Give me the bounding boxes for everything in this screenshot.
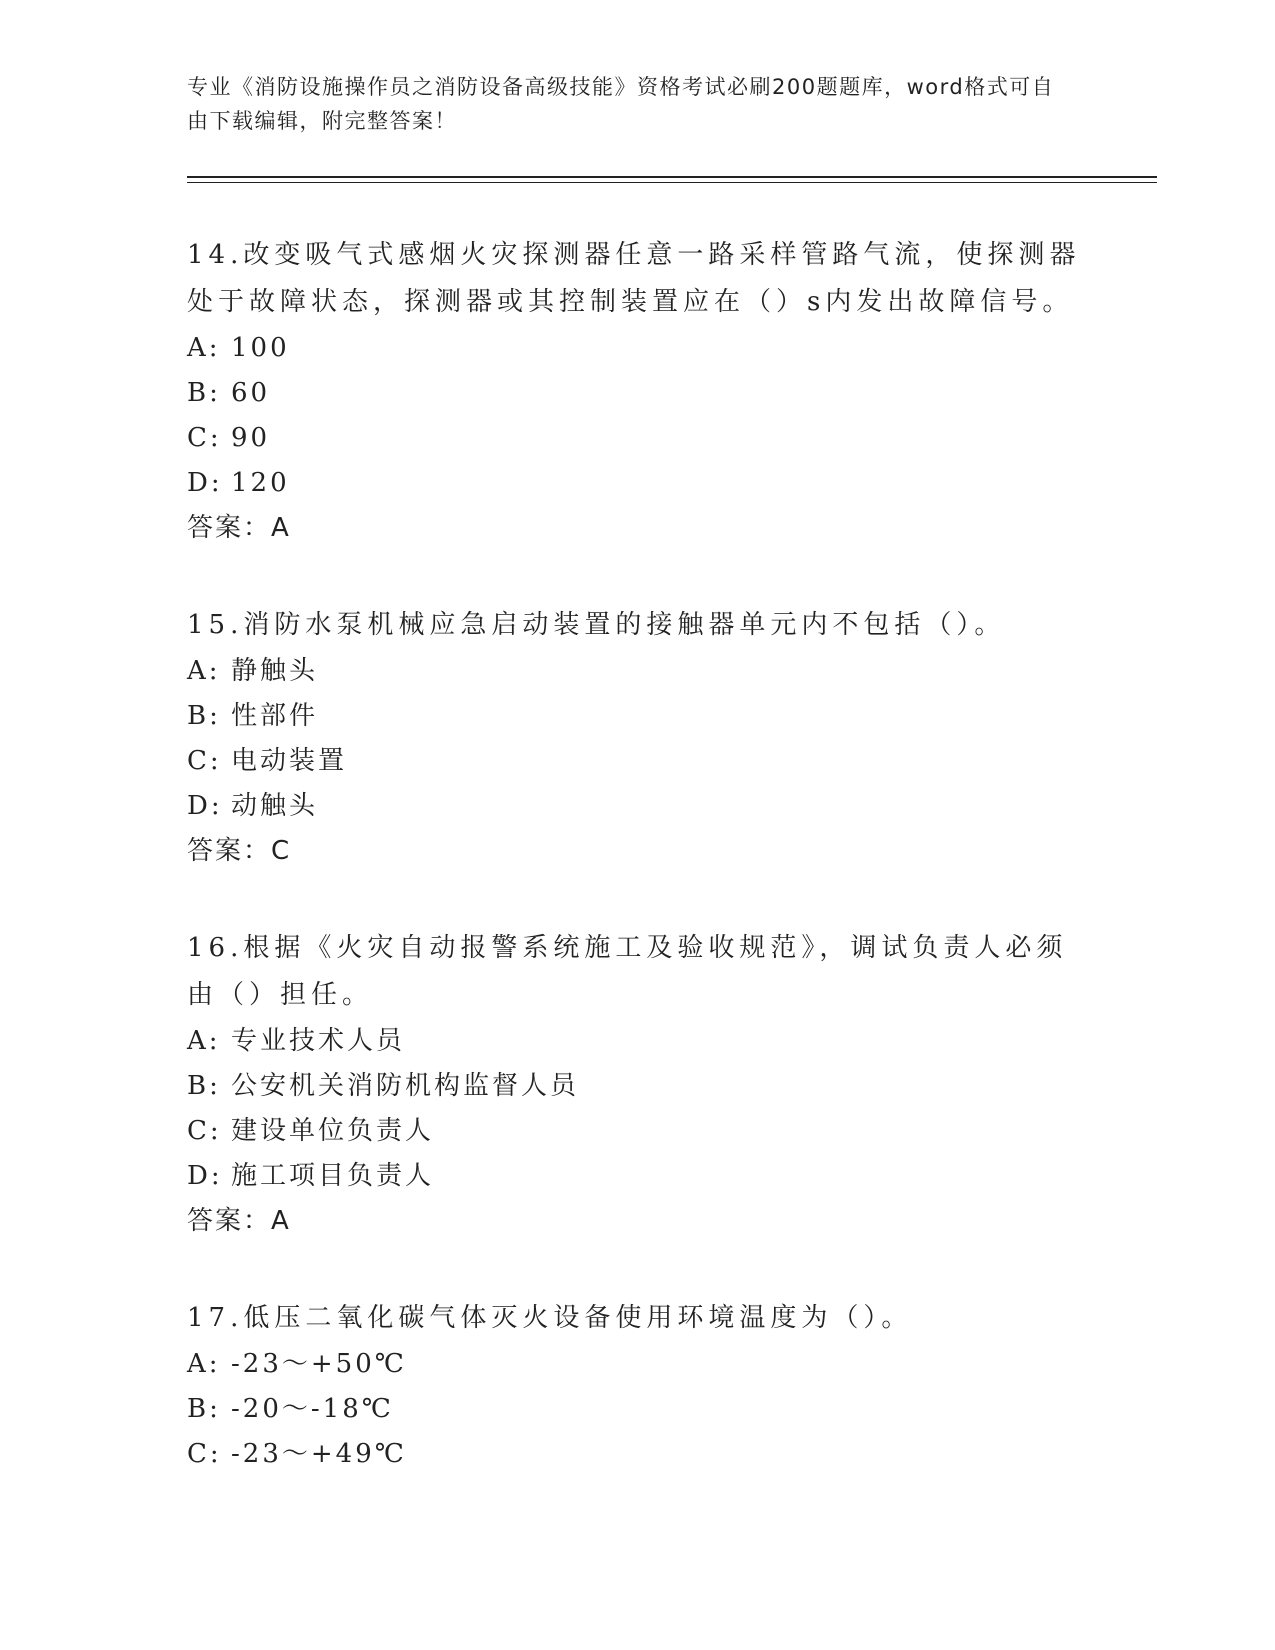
- option-key: C:: [187, 1116, 222, 1146]
- option-key: A:: [187, 333, 221, 363]
- option-a: [187, 649, 1087, 694]
- option-a: [187, 1342, 1087, 1387]
- option-b: [187, 1064, 1087, 1109]
- option-c: [187, 739, 1087, 784]
- option-c: [187, 1432, 1087, 1477]
- option-text: 专业技术人员: [231, 1026, 406, 1056]
- option-key: B:: [187, 701, 221, 731]
- question-text: 15.消防水泵机械应急启动装置的接触器单元内不包括（）。: [187, 610, 1006, 640]
- question-14: [187, 232, 1087, 551]
- option-b: [187, 371, 1087, 416]
- document-header: 专业《消防设施操作员之消防设备高级技能》资格考试必刷200题题库，word格式可自由下载编辑，附完整答案！: [187, 75, 1055, 133]
- option-text: 建设单位负责人: [231, 1116, 435, 1146]
- option-text: 动触头: [231, 791, 319, 821]
- option-key: B:: [187, 1394, 221, 1424]
- option-key: B:: [187, 1071, 221, 1101]
- question-16: [187, 925, 1087, 1244]
- option-text: 性部件: [231, 701, 319, 731]
- option-key: D:: [187, 468, 223, 498]
- question-text: 16.根据《火灾自动报警系统施工及验收规范》，调试负责人必须由（）担任。: [187, 933, 1068, 1010]
- option-b: [187, 1387, 1087, 1432]
- option-d: [187, 1154, 1087, 1199]
- option-key: A:: [187, 1026, 221, 1056]
- option-text: 电动装置: [231, 746, 348, 776]
- option-text: 60: [231, 378, 271, 408]
- option-key: A:: [187, 1349, 221, 1379]
- option-text: -20～-18℃: [231, 1394, 394, 1424]
- option-text: -23～+49℃: [231, 1439, 407, 1469]
- question-15: [187, 602, 1087, 874]
- option-text: 100: [231, 333, 290, 363]
- question-list: [187, 232, 1087, 1528]
- option-key: C:: [187, 423, 222, 453]
- option-key: D:: [187, 1161, 223, 1191]
- answer-line: 答案：A: [187, 1206, 291, 1236]
- question-17: [187, 1295, 1087, 1477]
- option-c: [187, 1109, 1087, 1154]
- header-divider-thick: [187, 176, 1157, 178]
- option-d: [187, 461, 1087, 506]
- header-divider-thin: [187, 182, 1157, 183]
- option-text: 公安机关消防机构监督人员: [231, 1071, 580, 1101]
- option-a: [187, 326, 1087, 371]
- option-text: 施工项目负责人: [231, 1161, 435, 1191]
- answer-line: 答案：A: [187, 513, 291, 543]
- option-key: D:: [187, 791, 223, 821]
- option-b: [187, 694, 1087, 739]
- option-key: B:: [187, 378, 221, 408]
- answer-line: 答案：C: [187, 836, 292, 866]
- option-key: C:: [187, 1439, 222, 1469]
- option-text: 90: [231, 423, 271, 453]
- question-text: 14.改变吸气式感烟火灾探测器任意一路采样管路气流，使探测器处于故障状态，探测器或其控制装置应在（）s内发出故障信号。: [187, 240, 1081, 317]
- option-text: -23～+50℃: [231, 1349, 407, 1379]
- option-d: [187, 784, 1087, 829]
- option-text: 静触头: [231, 656, 319, 686]
- option-key: A:: [187, 656, 221, 686]
- option-key: C:: [187, 746, 222, 776]
- question-text: 17.低压二氧化碳气体灭火设备使用环境温度为（）。: [187, 1303, 913, 1333]
- option-text: 120: [231, 468, 290, 498]
- option-c: [187, 416, 1087, 461]
- option-a: [187, 1019, 1087, 1064]
